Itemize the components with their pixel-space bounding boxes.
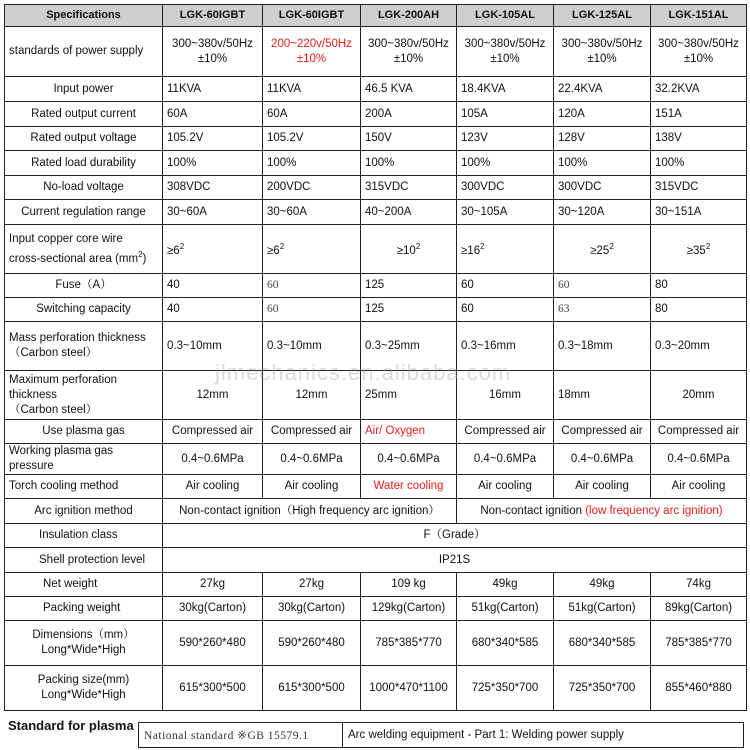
- copper-value-1: ≥6: [167, 244, 180, 257]
- cell-rated-current-6: 151A: [651, 102, 747, 127]
- header-model-4: LGK-105AL: [457, 5, 554, 27]
- label-switching-capacity: Switching capacity: [5, 298, 163, 322]
- label-max-perforation: [5, 371, 163, 420]
- cell-supply-5: [554, 27, 651, 77]
- label-noload-voltage: No-load voltage: [5, 176, 163, 200]
- cell-dimensions-1: 590*260*480: [163, 621, 263, 666]
- cell-input-power-1: 11KVA: [163, 77, 263, 102]
- supply-voltage-6: 300~380v/50Hz: [658, 37, 739, 50]
- cell-durability-5: 100%: [554, 151, 651, 176]
- label-arc-ignition: Arc ignition method: [5, 499, 163, 524]
- cell-durability-4: 100%: [457, 151, 554, 176]
- cell-insulation: F（Grade）: [163, 524, 747, 548]
- row-net-weight: [5, 573, 747, 597]
- cell-durability-1: 100%: [163, 151, 263, 176]
- cell-fuse-6: 80: [651, 274, 747, 298]
- label-max-line1: Maximum perforation thickness: [9, 373, 118, 401]
- cell-regulation-6: 30~151A: [651, 200, 747, 225]
- cell-packing-weight-6: 89kg(Carton): [651, 597, 747, 621]
- cell-copper-2: [263, 225, 361, 274]
- row-insulation: [5, 524, 747, 548]
- cell-dimensions-5: 680*340*585: [554, 621, 651, 666]
- label-net-weight: Net weight: [5, 573, 163, 597]
- label-mass-line2: （Carbon steel）: [9, 347, 98, 359]
- cell-regulation-1: 30~60A: [163, 200, 263, 225]
- cell-input-power-6: 32.2KVA: [651, 77, 747, 102]
- cell-packing-size-2: 615*300*500: [263, 666, 361, 711]
- supply-voltage-5: 300~380v/50Hz: [561, 37, 643, 50]
- cell-pressure-1: 0.4~0.6MPa: [163, 444, 263, 475]
- label-copper-wire: [5, 225, 163, 274]
- cell-cooling-5: Air cooling: [554, 475, 651, 499]
- cell-mass-1: 0.3~10mm: [163, 322, 263, 371]
- header-model-1: LGK-60IGBT: [163, 5, 263, 27]
- header-row: [5, 5, 747, 27]
- cell-supply-3: [361, 27, 457, 77]
- header-model-5: LGK-125AL: [554, 5, 651, 27]
- cell-gas-4: Compressed air: [457, 420, 554, 444]
- cell-regulation-3: 40~200A: [361, 200, 457, 225]
- cell-noload-1: 308VDC: [163, 176, 263, 200]
- cell-arc-right: [457, 499, 747, 524]
- header-model-2: LGK-60IGBT: [263, 5, 361, 27]
- cell-net-weight-1: 27kg: [163, 573, 263, 597]
- cell-dimensions-2: 590*260*480: [263, 621, 361, 666]
- cell-pressure-5: 0.4~0.6MPa: [554, 444, 651, 475]
- cell-mass-4: 0.3~16mm: [457, 322, 554, 371]
- label-packing-size-line2: Long*Wide*High: [41, 689, 126, 701]
- label-copper-line2: cross-sectional area (mm: [9, 252, 139, 265]
- row-switching-capacity: [5, 298, 747, 322]
- cell-input-power-4: 18.4KVA: [457, 77, 554, 102]
- cell-input-power-5: 22.4KVA: [554, 77, 651, 102]
- row-torch-cooling: [5, 475, 747, 499]
- cell-net-weight-6: 74kg: [651, 573, 747, 597]
- row-mass-perforation: [5, 322, 747, 371]
- cell-packing-weight-3: 129kg(Carton): [361, 597, 457, 621]
- cell-net-weight-3: 109 kg: [361, 573, 457, 597]
- cell-packing-weight-2: 30kg(Carton): [263, 597, 361, 621]
- standard-description: Arc welding equipment - Part 1: Welding power supply: [343, 723, 744, 748]
- label-input-power: Input power: [5, 77, 163, 102]
- row-plasma-gas: [5, 420, 747, 444]
- cell-copper-5: [554, 225, 651, 274]
- cell-max-1: 12mm: [163, 371, 263, 420]
- cell-rated-voltage-4: 123V: [457, 127, 554, 151]
- cell-regulation-5: 30~120A: [554, 200, 651, 225]
- cell-cooling-2: Air cooling: [263, 475, 361, 499]
- spec-table-frame: [4, 4, 746, 711]
- cell-switching-6: 80: [651, 298, 747, 322]
- label-insulation: Insulation class: [5, 524, 163, 548]
- copper-value-3: ≥10: [396, 244, 416, 257]
- cell-mass-6: 0.3~20mm: [651, 322, 747, 371]
- cell-regulation-2: 30~60A: [263, 200, 361, 225]
- copper-sup-1: 2: [179, 242, 185, 252]
- cell-rated-voltage-6: 138V: [651, 127, 747, 151]
- copper-sup-3: 2: [415, 242, 421, 252]
- copper-value-2: ≥6: [267, 244, 280, 257]
- cell-rated-voltage-1: 105.2V: [163, 127, 263, 151]
- label-mass-perforation: [5, 322, 163, 371]
- cell-pressure-3: 0.4~0.6MPa: [361, 444, 457, 475]
- cell-supply-6: [651, 27, 747, 77]
- cell-rated-current-5: 120A: [554, 102, 651, 127]
- row-current-regulation: [5, 200, 747, 225]
- cell-switching-3: 125: [361, 298, 457, 322]
- label-packing-size-line1: Packing size(mm): [37, 674, 130, 686]
- cell-pressure-4: 0.4~0.6MPa: [457, 444, 554, 475]
- cell-packing-weight-1: 30kg(Carton): [163, 597, 263, 621]
- row-packing-size: [5, 666, 747, 711]
- cell-durability-3: 100%: [361, 151, 457, 176]
- standard-table: [138, 722, 744, 748]
- supply-tolerance-3: ±10%: [393, 52, 424, 65]
- cell-packing-size-3: 1000*470*1100: [361, 666, 457, 711]
- cell-max-4: 16mm: [457, 371, 554, 420]
- cell-pressure-2: 0.4~0.6MPa: [263, 444, 361, 475]
- row-load-durability: [5, 151, 747, 176]
- cell-noload-2: 200VDC: [263, 176, 361, 200]
- cell-packing-size-5: 725*350*700: [554, 666, 651, 711]
- supply-tolerance-5: ±10%: [587, 52, 617, 65]
- standard-row: [139, 723, 744, 748]
- label-current-regulation: Current regulation range: [5, 200, 163, 225]
- cell-arc-left: Non-contact ignition（High frequency arc ignition）: [163, 499, 457, 524]
- cell-net-weight-2: 27kg: [263, 573, 361, 597]
- label-torch-cooling: Torch cooling method: [5, 475, 163, 499]
- cell-supply-4: [457, 27, 554, 77]
- supply-tolerance-2: ±10%: [296, 52, 327, 65]
- cell-packing-weight-4: 51kg(Carton): [457, 597, 554, 621]
- cell-packing-size-1: 615*300*500: [163, 666, 263, 711]
- cell-rated-current-1: 60A: [163, 102, 263, 127]
- cell-dimensions-4: 680*340*585: [457, 621, 554, 666]
- label-packing-size: [5, 666, 163, 711]
- cell-fuse-3: 125: [361, 274, 457, 298]
- cell-cooling-6: Air cooling: [651, 475, 747, 499]
- cell-copper-6: [651, 225, 747, 274]
- cell-noload-5: 300VDC: [554, 176, 651, 200]
- row-power-supply: [5, 27, 747, 77]
- cell-mass-5: 0.3~18mm: [554, 322, 651, 371]
- arc-right-main: Non-contact ignition: [480, 504, 586, 517]
- copper-value-6: ≥35: [686, 244, 706, 257]
- cell-switching-2: 60: [263, 298, 361, 322]
- supply-voltage-3: 300~380v/50Hz: [368, 37, 449, 50]
- cell-shell-protection: IP21S: [163, 548, 747, 573]
- cell-max-3: 25mm: [361, 371, 457, 420]
- label-shell-protection: Shell protection level: [5, 548, 163, 573]
- cell-cooling-4: Air cooling: [457, 475, 554, 499]
- header-model-6: LGK-151AL: [651, 5, 747, 27]
- label-rated-voltage: Rated output voltage: [5, 127, 163, 151]
- cell-rated-current-4: 105A: [457, 102, 554, 127]
- cell-gas-5: Compressed air: [554, 420, 651, 444]
- cell-copper-3: [361, 225, 457, 274]
- label-copper-line1: Input copper core wire: [9, 232, 123, 245]
- row-noload-voltage: [5, 176, 747, 200]
- cell-fuse-5: 60: [554, 274, 651, 298]
- cell-switching-1: 40: [163, 298, 263, 322]
- cell-regulation-4: 30~105A: [457, 200, 554, 225]
- cell-input-power-3: 46.5 KVA: [361, 77, 457, 102]
- label-gas-pressure: Working plasma gas pressure: [5, 444, 163, 475]
- header-spec: Specifications: [5, 5, 163, 27]
- supply-tolerance-6: ±10%: [683, 52, 714, 65]
- copper-value-5: ≥25: [590, 244, 610, 257]
- row-max-perforation: [5, 371, 747, 420]
- label-copper-sup: 2: [138, 249, 143, 259]
- copper-value-4: ≥16: [461, 244, 481, 257]
- label-dimensions-line2: Long*Wide*High: [41, 644, 126, 656]
- cell-noload-6: 315VDC: [651, 176, 747, 200]
- cell-supply-1: [163, 27, 263, 77]
- label-power-supply: standards of power supply: [5, 27, 163, 77]
- row-shell-protection: [5, 548, 747, 573]
- cell-net-weight-5: 49kg: [554, 573, 651, 597]
- cell-max-6: 20mm: [651, 371, 747, 420]
- row-copper-wire: [5, 225, 747, 274]
- cell-dimensions-3: 785*385*770: [361, 621, 457, 666]
- row-packing-weight: [5, 597, 747, 621]
- header-model-3: LGK-200AH: [361, 5, 457, 27]
- cell-copper-1: [163, 225, 263, 274]
- row-rated-voltage: [5, 127, 747, 151]
- label-max-line2: （Carbon steel）: [9, 403, 98, 416]
- supply-tolerance-4: ±10%: [490, 52, 520, 65]
- label-packing-weight: Packing weight: [5, 597, 163, 621]
- row-rated-current: [5, 102, 747, 127]
- cell-gas-6: Compressed air: [651, 420, 747, 444]
- label-dimensions-line1: Dimensions（mm）: [32, 629, 135, 641]
- watermark: jlmechanics.en.alibaba.com: [215, 360, 512, 385]
- cell-fuse-2: 60: [263, 274, 361, 298]
- cell-rated-voltage-3: 150V: [361, 127, 457, 151]
- cell-rated-voltage-2: 105.2V: [263, 127, 361, 151]
- cell-rated-voltage-5: 128V: [554, 127, 651, 151]
- label-fuse: Fuse（A）: [5, 274, 163, 298]
- copper-sup-5: 2: [609, 242, 614, 252]
- cell-mass-3: 0.3~25mm: [361, 322, 457, 371]
- row-fuse: [5, 274, 747, 298]
- row-dimensions: [5, 621, 747, 666]
- cell-durability-2: 100%: [263, 151, 361, 176]
- cell-copper-4: [457, 225, 554, 274]
- arc-right-red: (low frequency arc ignition): [585, 504, 723, 517]
- copper-sup-4: 2: [480, 242, 485, 252]
- label-plasma-gas: Use plasma gas: [5, 420, 163, 444]
- cell-max-2: 12mm: [263, 371, 361, 420]
- cell-switching-4: 60: [457, 298, 554, 322]
- cell-rated-current-3: 200A: [361, 102, 457, 127]
- copper-sup-2: 2: [279, 242, 285, 252]
- cell-noload-3: 315VDC: [361, 176, 457, 200]
- cell-packing-size-6: 855*460*880: [651, 666, 747, 711]
- cell-mass-2: 0.3~10mm: [263, 322, 361, 371]
- cell-packing-weight-5: 51kg(Carton): [554, 597, 651, 621]
- cell-gas-1: Compressed air: [163, 420, 263, 444]
- cell-input-power-2: 11KVA: [263, 77, 361, 102]
- supply-tolerance-1: ±10%: [197, 52, 228, 65]
- standard-title: Standard for plasma: [8, 718, 134, 733]
- row-input-power: [5, 77, 747, 102]
- label-copper-end: ): [142, 252, 147, 265]
- cell-packing-size-4: 725*350*700: [457, 666, 554, 711]
- cell-durability-6: 100%: [651, 151, 747, 176]
- copper-sup-6: 2: [705, 242, 711, 252]
- cell-fuse-4: 60: [457, 274, 554, 298]
- row-gas-pressure: [5, 444, 747, 475]
- label-mass-line1: Mass perforation thickness: [9, 332, 146, 344]
- specifications-table: [4, 4, 747, 711]
- cell-fuse-1: 40: [163, 274, 263, 298]
- cell-net-weight-4: 49kg: [457, 573, 554, 597]
- cell-cooling-1: Air cooling: [163, 475, 263, 499]
- cell-gas-3: Air/ Oxygen: [361, 420, 457, 444]
- label-load-durability: Rated load durability: [5, 151, 163, 176]
- supply-voltage-1: 300~380v/50Hz: [172, 37, 253, 50]
- national-standard: National standard ※GB 15579.1: [139, 723, 343, 748]
- cell-max-5: 18mm: [554, 371, 651, 420]
- cell-rated-current-2: 60A: [263, 102, 361, 127]
- row-arc-ignition: [5, 499, 747, 524]
- supply-voltage-4: 300~380v/50Hz: [464, 37, 546, 50]
- cell-switching-5: 63: [554, 298, 651, 322]
- label-rated-current: Rated output current: [5, 102, 163, 127]
- label-dimensions: [5, 621, 163, 666]
- cell-pressure-6: 0.4~0.6MPa: [651, 444, 747, 475]
- supply-voltage-2: 200~220v/50Hz: [271, 37, 352, 50]
- cell-supply-2: [263, 27, 361, 77]
- cell-gas-2: Compressed air: [263, 420, 361, 444]
- cell-cooling-3: Water cooling: [361, 475, 457, 499]
- cell-noload-4: 300VDC: [457, 176, 554, 200]
- cell-dimensions-6: 785*385*770: [651, 621, 747, 666]
